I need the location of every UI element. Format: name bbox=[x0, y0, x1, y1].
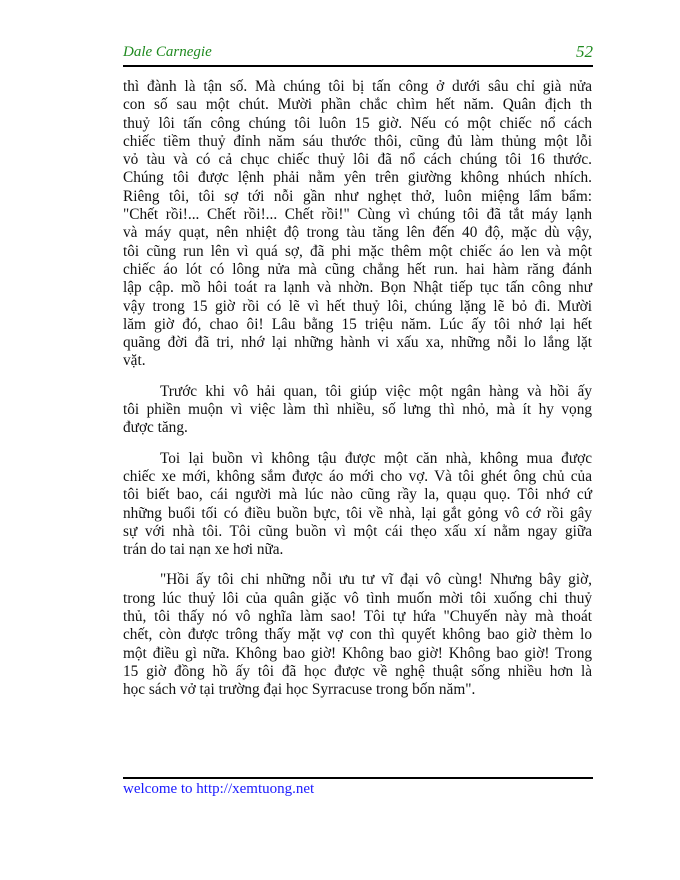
paragraph bbox=[123, 383, 592, 438]
paragraph-gap bbox=[123, 438, 592, 450]
text-line: lập cập. mồ hôi toát ra lạnh và nhờn. Bọn Nhật tiếp tục tấn công như bbox=[123, 279, 592, 297]
page-body bbox=[123, 78, 592, 700]
paragraph bbox=[123, 78, 592, 371]
text-line: Chúng tôi được lệnh phải nằm yên trên giường không nhúch nhích. bbox=[123, 169, 592, 187]
text-line: vậy trong 15 giờ rồi có lẽ vì hết thuỷ lôi, chúng lặng lẽ bỏ đi. Mười bbox=[123, 297, 592, 315]
text-line: chiếc tiềm thuỷ đỉnh năm sáu thước thôi, cũng đủ làm thủng một lỗi bbox=[123, 132, 592, 150]
text-line: 15 giờ đồng hồ ấy tôi đã học được về nghệ thuật sống nhiều hơn là bbox=[123, 662, 592, 680]
text-line: một điều gì nữa. Không bao giờ! Không bao giờ! Không bao giờ! Trong bbox=[123, 644, 592, 662]
text-line: thuỷ lôi tấn công chúng tôi luôn 15 giờ. Nếu có một chiếc nổ cách bbox=[123, 114, 592, 132]
paragraph bbox=[123, 571, 592, 699]
text-line: vỏ tàu và có cả chục chiếc thuỷ lôi đã nổ cách chúng tôi 16 thước. bbox=[123, 151, 592, 169]
text-line: Riêng tôi, tôi sợ tới nỗi gần như nghẹt thở, luôn miệng lẩm bẩm: bbox=[123, 187, 592, 205]
page-number: 52 bbox=[576, 42, 593, 61]
text-line: Trước khi vô hải quan, tôi giúp việc một ngân hàng và hồi ấy bbox=[160, 382, 592, 400]
header-author: Dale Carnegie bbox=[123, 44, 212, 60]
paragraph bbox=[123, 450, 592, 560]
text-line: thì đành là tận số. Mà chúng tôi bị tấn công ở dưới sâu chỉ già nửa bbox=[123, 78, 592, 95]
text-line: con số sau một chút. Mười phần chắc chìm hết năm. Quân địch th bbox=[123, 96, 592, 114]
text-line: chiếc áo lót có lông nửa mà cũng chẳng hết run. hai hàm răng đánh bbox=[123, 260, 592, 278]
paragraph-gap bbox=[123, 371, 592, 383]
text-line: được tăng. bbox=[123, 419, 188, 437]
text-line: "Chết rồi!... Chết rồi!... Chết rồi!" Cùng vì chúng tôi đã tắt máy lạnh bbox=[123, 206, 592, 224]
text-line: học sách vở tại trường đại học Syrracuse trong bốn năm". bbox=[123, 681, 476, 699]
text-line: thủ, tôi thấy nó vô nghĩa làm sao! Tôi tự hứa "Chuyến này mà thoát bbox=[123, 608, 592, 626]
text-line: lăm giờ đó, chao ôi! Lâu bằng 15 triệu năm. Lúc ấy tôi nhớ lại hết bbox=[123, 315, 592, 333]
text-line: trán do tai nạn xe hơi nữa. bbox=[123, 541, 284, 559]
text-line: tôi phiền muộn vì việc làm thì nhiều, số lưng thì nhỏ, mà ít hy vọng bbox=[123, 401, 592, 419]
text-line: quãng đời đã tri, nhớ lại những hành vi xấu xa, những nỗi lo lắng lặt bbox=[123, 334, 592, 352]
text-line: vặt. bbox=[123, 352, 146, 370]
footer-link[interactable]: welcome to http://xemtuong.net bbox=[123, 781, 315, 797]
paragraph-gap bbox=[123, 559, 592, 571]
text-line: trong lúc thuỷ lôi của quân giặc vô tình muốn mời tôi xuống chi thuỷ bbox=[123, 589, 592, 607]
text-line: tôi cũng run lên vì quá sợ, đã phi mặc thêm một chiếc áo len và một bbox=[123, 242, 592, 260]
text-line: "Hồi ấy tôi chi những nỗi ưu tư vĩ đại vô cùng! Nhưng bây giờ, bbox=[160, 571, 592, 589]
page-header bbox=[123, 44, 593, 67]
text-line: chết, còn được trông thấy mặt vợ con thì quyết không bao giờ thèm lo bbox=[123, 626, 592, 644]
text-line: và máy quạt, nên nhiệt độ trong tàu tăng lên đến 40 độ, mặc dù vậy, bbox=[123, 224, 592, 242]
footer-divider bbox=[123, 777, 593, 779]
text-line: những buổi tối có điều buồn bực, tôi về nhà, lại gắt gỏng vô cớ rồi gây bbox=[123, 504, 592, 522]
text-line: sự với nhà tôi. Tôi cũng buồn vì một cái thẹo xấu xí nằm ngay giữa bbox=[123, 522, 592, 540]
text-line: Toi lại buồn vì không tậu được một căn nhà, không mua được bbox=[160, 449, 592, 467]
text-line: chiếc xe mới, không sắm được áo mới cho vợ. Và tôi ghét ông chủ của bbox=[123, 467, 592, 485]
text-line: tôi biết bao, cái người mà lúc nào cũng rầy la, quạu quọ. Tôi nhớ cứ bbox=[123, 486, 592, 504]
